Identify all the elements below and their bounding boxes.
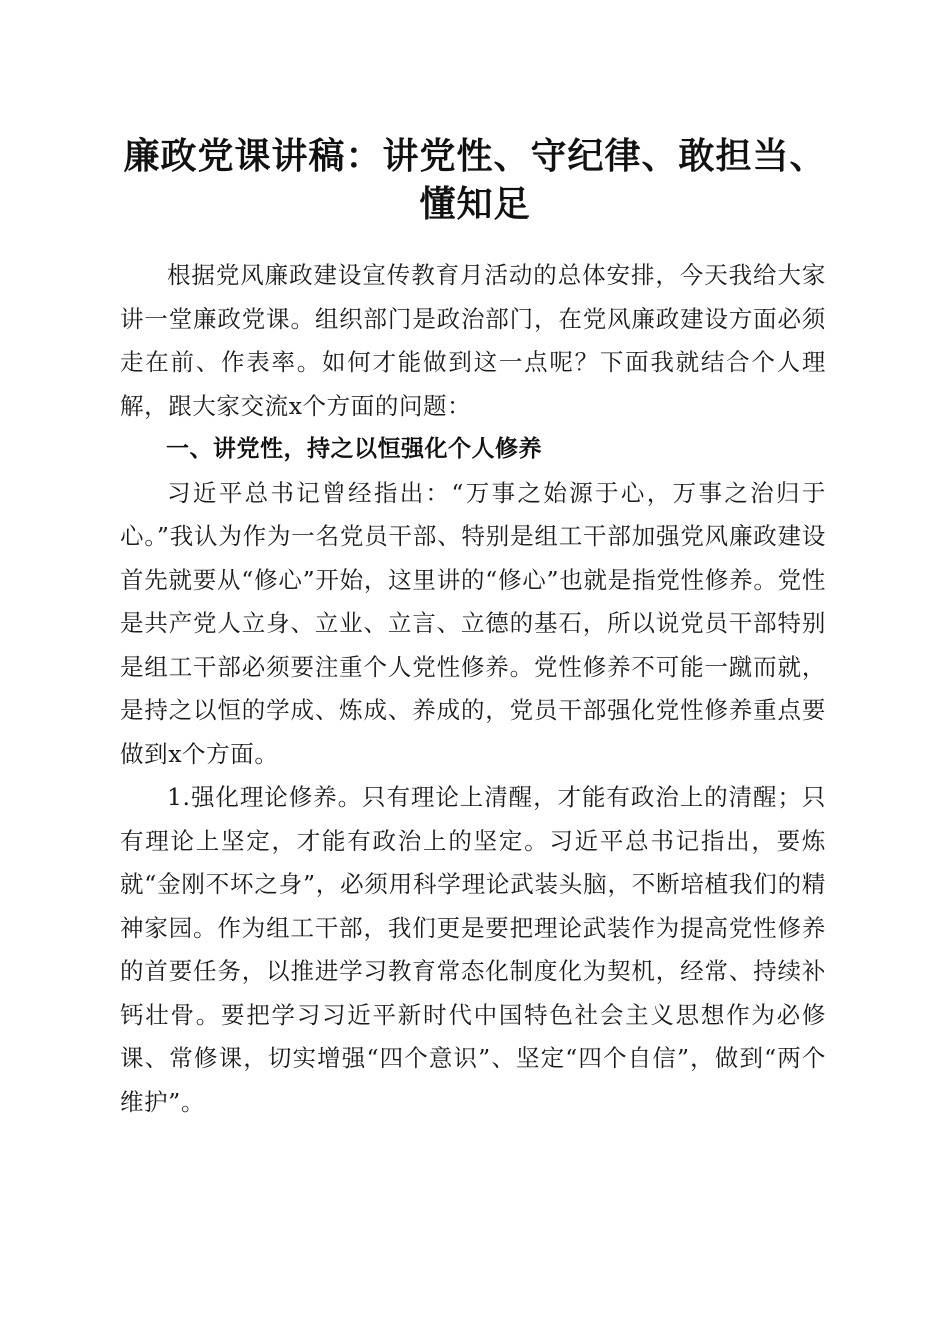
section-paragraph: 1.强化理论修养。只有理论上清醒，才能有政治上的清醒；只有理论上坚定，才能有政治上的坚定。习近平总书记指出，要炼就“金刚不坏之身”，必须用科学理论武装头脑，不断培植我们的精神家园。作为组工干部，我们更是要把理论武装作为提高党性修养的首要任务，以推进学习教育常态化制度化为契机，经常、持续补钙壮骨。要把学习习近平新时代中国特色社会主义思想作为必修课、常修课，切实增强“四个意识”、坚定“四个自信”，做到“两个维护”。	[120, 783, 826, 1116]
section-heading: 一、讲党性，持之以恒强化个人修养	[166, 436, 542, 462]
document-title: 廉政党课讲稿：讲党性、守纪律、敢担当、懂知足	[123, 135, 827, 225]
section-paragraph: 习近平总书记曾经指出：“万事之始源于心，万事之治归于心。”我认为作为一名党员干部、特别是组工干部加强党风廉政建设首先就要从“修心”开始，这里讲的“修心”也就是指党性修养。党性是共产党人立身、立业、立言、立德的基石，所以说党员干部特别是组工干部必须要注重个人党性修养。党性修养不可能一蹴而就，是持之以恒的学成、炼成、养成的，党员干部强化党性修养重点要做到x个方面。	[120, 478, 826, 768]
intro-paragraph: 根据党风廉政建设宣传教育月活动的总体安排，今天我给大家讲一堂廉政党课。组织部门是政治部门，在党风廉政建设方面必须走在前、作表率。如何才能做到这一点呢？下面我就结合个人理解，跟大家交流x个方面的问题：	[120, 261, 826, 420]
document-body	[120, 254, 826, 1124]
